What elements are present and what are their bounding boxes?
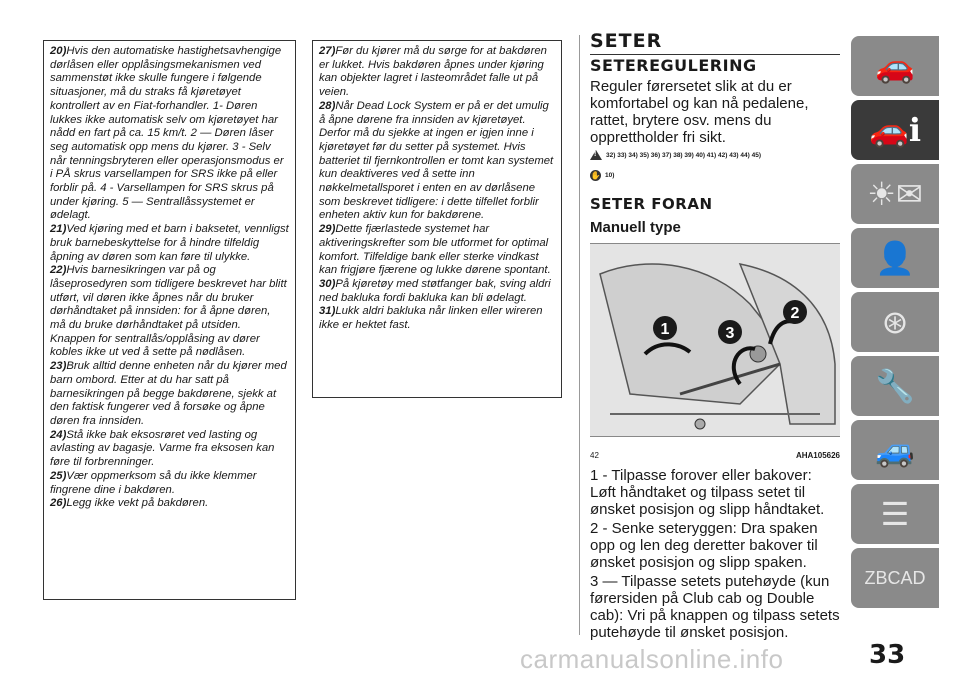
note-20: 20)Hvis den automatiske hastighetsavhengige dørlåsen eller opplåsingsmekanismen ved sammenstøt ikke skulle fungere i følgende situasjoner, må du straks få kjøretøyet kontrollert av en Fiat-forhandler. 1- Døren lukkes ikke automatisk selv om kjøretøyet har nådd en fart på ca. 15 km/t. 2 — Døren låser seg automatisk opp mens du kjører. 3 - Selv når tenningsbryteren eller operasjonsmodus er i PÅ skrus varsellampen for SRS ikke på eller forblir på. 4 - Varsellampen for SRS skrus på under kjøring. 5 — Sentrallåssystemet er ødelagt.	[50, 45, 284, 222]
note-30: 30)På kjøretøy med støtfanger bak, sving aldri ned bakluka fordi bakluka kan bli ødelagt.	[319, 277, 551, 304]
note-27: 27)Før du kjører må du sørge for at bakdøren er lukket. Hvis bakdøren åpnes under kjøring kan objekter lagret i lasteområdet falle ut på veien.	[319, 45, 547, 99]
tab-car-info[interactable]	[851, 100, 939, 160]
section-subtitle: SETEREGULERING	[590, 56, 757, 75]
note-21: 21)Ved kjøring med et barn i baksetet, vennligst bruk barnebeskyttelse for å hindre tilfeldig åpning av døren som kan føre til ulykke.	[50, 223, 289, 263]
instruction-3: 3 — Tilpasse setets putehøyde (kun førersiden på Club cab og Double cab): Vri på knappen og tilpass setets putehøyde til ønsket posisjon.	[590, 573, 840, 641]
section-title: SETER	[590, 30, 840, 55]
airbag-icon: 👤	[875, 240, 915, 276]
intro-paragraph: Reguler førersetet slik at du er komfortabel og kan nå pedalene, rattet, brytere osv. mens du opprettholder fri sikt.	[590, 78, 809, 146]
breakdown-icon: 🔧	[875, 368, 915, 404]
tab-lights[interactable]	[851, 164, 939, 224]
note-29: 29)Dette fjærlastede systemet har aktiveringskrefter som ble utformet for optimal komfort. Tilfeldige bank eller sterke vindkast kan frigjøre fjærene og lukke dørene spontant.	[319, 223, 551, 277]
caution-stop-icon: ✋	[590, 171, 601, 180]
tab-driving[interactable]	[851, 292, 939, 352]
figure-number: 42	[590, 451, 599, 460]
callout-3: 3	[725, 325, 735, 342]
seat-adjustment-figure	[590, 243, 840, 437]
note-24: 24)Stå ikke bak eksosrøret ved lasting og avlasting av bagasje. Varme fra eksosen kan føre til forbrenninger.	[50, 428, 275, 469]
instruction-1: 1 - Tilpasse forover eller bakover: Løft håndtaket og tilpass setet til ønsket posisjon og slipp håndtaket.	[590, 467, 825, 518]
note-26: 26)Legg ikke vekt på bakdøren.	[50, 497, 209, 510]
note-23: 23)Bruk alltid denne enheten når du kjører med barn ombord. Etter at du har satt på barnesikringen på begge bakdørene, sjekk at den faktisk fungerer ved å forsøke og åpne døren fra innsiden.	[50, 360, 287, 427]
tab-technical[interactable]	[851, 484, 939, 544]
note-28: 28)Når Dead Lock System er på er det umulig å åpne dørene fra innsiden av kjøretøyet. Derfor må du sjekke at ingen er igjen inne i kjøretøyet før du setter på systemet. Hvis batteriet til fjernkontrollen er tomt kan systemet kun deaktiveres ved å sette inn nøkkelmetallsporet i enten en av dørlåsene som beskrevet tidligere: i dette tilfellet forblir enheten aktiv kun for bakdørene.	[319, 99, 554, 222]
subsection-title: SETER FORAN	[590, 195, 713, 213]
steering-wheel-icon: ⊛	[881, 304, 909, 340]
callout-2: 2	[790, 305, 800, 322]
note-31: 31)Lukk aldri bakluka når linken eller wireren ikke er hektet fast.	[319, 305, 543, 332]
tab-safety[interactable]	[851, 228, 939, 288]
warning-notes-box-middle	[312, 40, 562, 398]
warning-references: ! 32) 33) 34) 35) 36) 37) 38) 39) 40) 41) 42) 43) 44) 45)	[590, 150, 761, 160]
tab-index[interactable]	[851, 548, 939, 608]
column-divider	[579, 35, 580, 635]
note-22: 22)Hvis barnesikringen var på og låseprosedyren som tidligere beskrevet har blitt utført, vil døren ikke åpnes når du bruker dørhåndtaket på innsiden: for å åpne døren, må du bruke dørhåndtaket på utsiden. Knappen for sentrallås/opplåsing av dører kobles ikke ut ved å sette på nødlåsen.	[50, 264, 287, 359]
figure-image-id: AHA105626	[795, 451, 840, 460]
dashboard-car-icon: 🚗	[875, 48, 915, 84]
index-icon: ZBCAD	[864, 567, 926, 588]
warning-triangle-icon	[590, 150, 602, 160]
figure-caption	[590, 451, 840, 460]
tab-dashboard[interactable]	[851, 36, 939, 96]
instruction-2: 2 - Senke seteryggen: Dra spaken opp og len deg deretter bakover til ønsket posisjon og slipp spaken.	[590, 520, 818, 571]
tab-maintenance[interactable]	[851, 420, 939, 480]
subsubsection-title: Manuell type	[590, 219, 681, 236]
watermark: carmanualsonline.info	[520, 644, 784, 674]
caution-references: ✋ 10)	[590, 171, 615, 180]
seat-illustration	[590, 244, 840, 436]
car-info-icon: 🚗ℹ	[869, 112, 921, 148]
page-number: 33	[869, 640, 906, 670]
note-25: 25)Vær oppmerksom så du ikke klemmer fingrene dine i bakdøren.	[50, 469, 257, 496]
callout-1: 1	[660, 321, 670, 338]
warning-notes-box-left	[43, 40, 296, 600]
maintenance-icon: 🚙	[875, 432, 915, 468]
lights-mail-icon: ☀✉	[867, 176, 923, 212]
technical-data-icon: ☰	[880, 496, 910, 532]
tab-emergency[interactable]	[851, 356, 939, 416]
